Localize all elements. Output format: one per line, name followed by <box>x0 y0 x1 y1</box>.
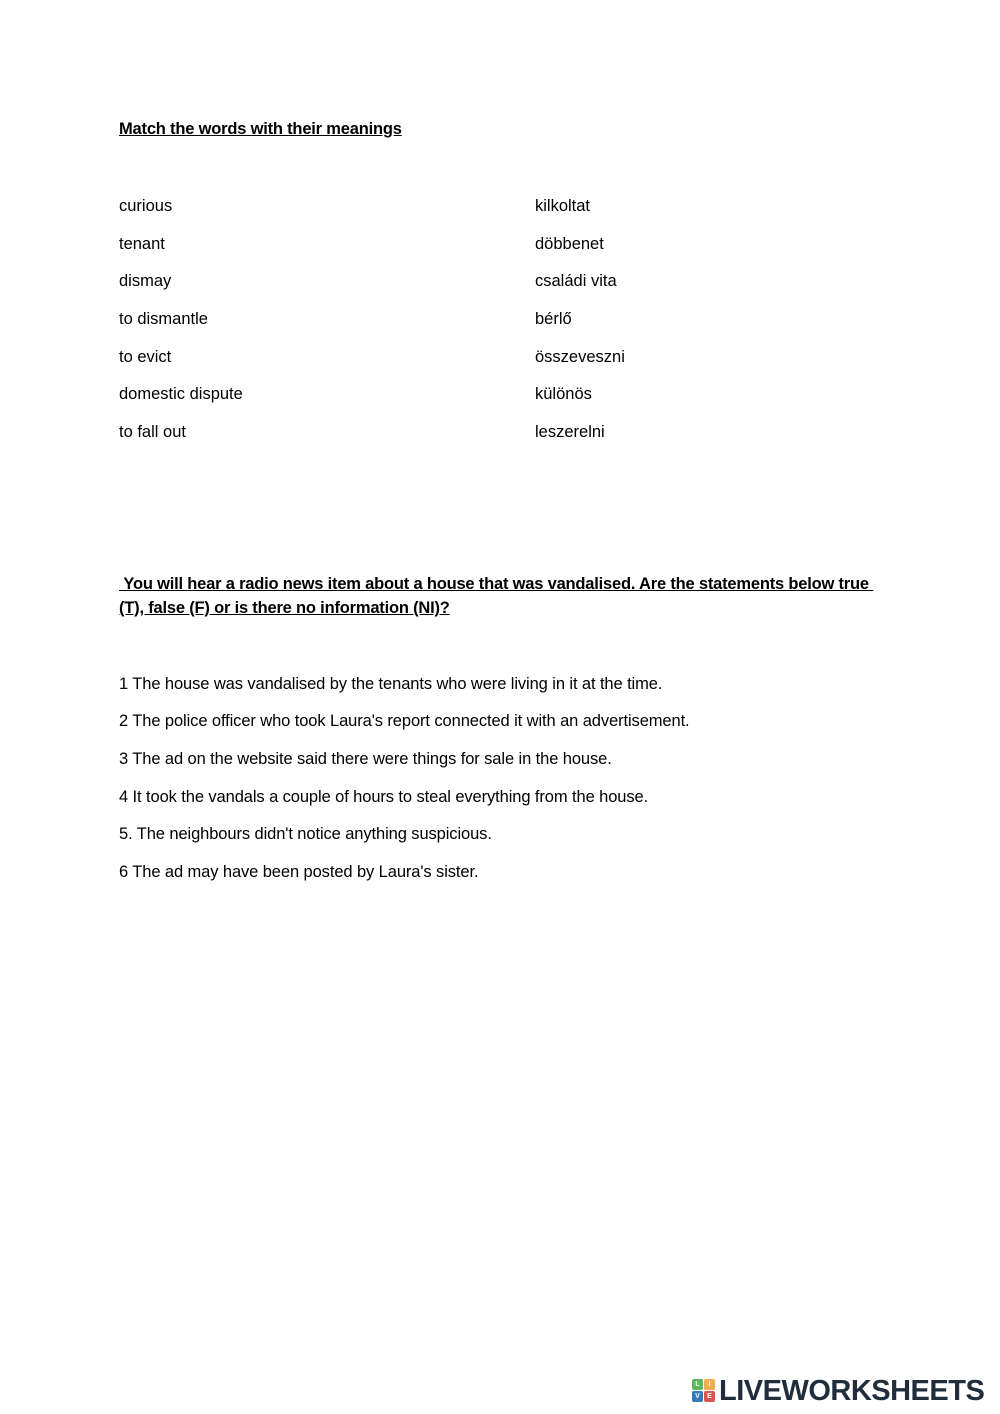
vocab-english: to evict <box>119 348 172 366</box>
vocab-english: dismay <box>119 272 172 290</box>
vocab-hungarian: bérlő <box>535 310 572 328</box>
vocab-row <box>119 269 719 293</box>
logo-square: L <box>692 1379 703 1390</box>
vocab-hungarian: leszerelni <box>535 423 605 441</box>
vocab-hungarian: kilkoltat <box>535 197 591 215</box>
vocab-row <box>119 307 719 331</box>
statement-item: 3 The ad on the website said there were things for sale in the house. <box>119 750 612 768</box>
vocab-english: domestic dispute <box>119 385 243 403</box>
statement-item: 4 It took the vandals a couple of hours to steal everything from the house. <box>119 788 649 806</box>
liveworksheets-logo <box>692 1374 984 1408</box>
statement-item: 2 The police officer who took Laura's report connected it with an advertisement. <box>119 712 690 730</box>
vocab-hungarian: különös <box>535 385 592 403</box>
logo-mark-icon <box>692 1379 716 1403</box>
vocab-row <box>119 345 719 369</box>
logo-square: I <box>704 1379 715 1390</box>
statement-item: 5. The neighbours didn't notice anything suspicious. <box>119 825 492 843</box>
vocab-hungarian: családi vita <box>535 272 617 290</box>
vocab-row <box>119 232 719 256</box>
vocab-hungarian: összeveszni <box>535 348 625 366</box>
vocab-hungarian: döbbenet <box>535 235 604 253</box>
vocab-english: curious <box>119 197 173 215</box>
statement-item: 6 The ad may have been posted by Laura's sister. <box>119 863 479 881</box>
true-false-heading: You will hear a radio news item about a house that was vandalised. Are the statements below true (T), false (F) or is there no information (NI)? <box>119 575 874 617</box>
logo-square: E <box>704 1391 715 1402</box>
statement-item: 1 The house was vandalised by the tenants who were living in it at the time. <box>119 675 663 693</box>
vocab-row <box>119 382 719 406</box>
logo-text: LIVEWORKSHEETS <box>719 1374 985 1407</box>
vocab-row <box>119 194 719 218</box>
vocab-row <box>119 420 719 444</box>
logo-square: V <box>692 1391 703 1402</box>
vocab-english: to fall out <box>119 423 186 441</box>
vocab-english: to dismantle <box>119 310 208 328</box>
match-heading: Match the words with their meanings <box>119 120 402 138</box>
vocab-english: tenant <box>119 235 165 253</box>
